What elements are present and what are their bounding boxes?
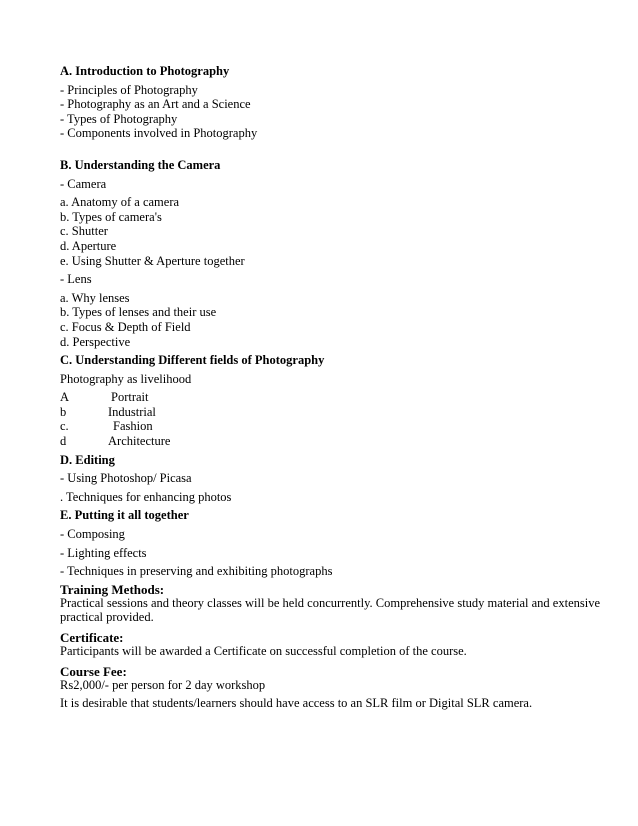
list-item: - Composing — [60, 527, 125, 542]
camera-label: - Camera — [60, 176, 107, 191]
list-item: a. Anatomy of a camera — [60, 195, 180, 210]
list-item: - Using Photoshop/ Picasa — [60, 471, 192, 486]
certificate-text: Participants will be awarded a Certificate on successful completion of the course. — [60, 644, 467, 658]
field-row — [60, 419, 600, 434]
field-row — [60, 390, 600, 405]
list-item: c. Shutter — [60, 224, 108, 239]
document-page — [60, 64, 600, 711]
certificate-heading: Certificate: — [60, 630, 124, 645]
list-item: a. Why lenses — [60, 290, 130, 305]
field-key: c. — [60, 419, 69, 434]
field-row — [60, 434, 600, 449]
list-item: e. Using Shutter & Aperture together — [60, 253, 245, 268]
list-item: - Lighting effects — [60, 545, 147, 560]
list-item: b. Types of lenses and their use — [60, 305, 217, 320]
section-a-heading: A. Introduction to Photography — [60, 64, 230, 78]
section-c-heading: C. Understanding Different fields of Photography — [60, 353, 325, 368]
field-value: Industrial — [108, 404, 156, 419]
list-item: . Techniques for enhancing photos — [60, 489, 232, 504]
list-item: - Principles of Photography — [60, 82, 198, 97]
section-b-heading: B. Understanding the Camera — [60, 157, 221, 172]
training-heading: Training Methods: — [60, 581, 165, 597]
field-key: A — [60, 390, 70, 405]
section-d-heading: D. Editing — [60, 452, 115, 467]
fee-note: It is desirable that students/learners should have access to an SLR film or Digital SLR camera. — [60, 696, 533, 711]
list-item: d. Perspective — [60, 334, 131, 349]
training-text: Practical sessions and theory classes will be held concurrently. Comprehensive study material and extensive practical provided. — [60, 595, 601, 625]
list-item: - Components involved in Photography — [60, 126, 258, 141]
list-item: c. Focus & Depth of Field — [60, 319, 191, 334]
fee-text: Rs2,000/- per person for 2 day workshop — [60, 677, 266, 692]
list-item: - Photography as an Art and a Science — [60, 97, 251, 112]
field-key: b — [60, 404, 67, 419]
list-item: b. Types of camera's — [60, 209, 162, 224]
fee-heading: Course Fee: — [60, 663, 127, 679]
field-value: Architecture — [108, 434, 171, 449]
field-value: Fashion — [113, 419, 153, 434]
section-e-heading: E. Putting it all together — [60, 508, 189, 523]
section-c-intro: Photography as livelihood — [60, 371, 192, 386]
list-item: d. Aperture — [60, 238, 117, 253]
list-item: - Types of Photography — [60, 111, 178, 126]
field-key: d — [60, 434, 67, 449]
field-row — [60, 405, 600, 420]
field-value: Portrait — [111, 390, 149, 405]
list-item: - Techniques in preserving and exhibiting photographs — [60, 564, 333, 579]
lens-label: - Lens — [60, 272, 92, 287]
